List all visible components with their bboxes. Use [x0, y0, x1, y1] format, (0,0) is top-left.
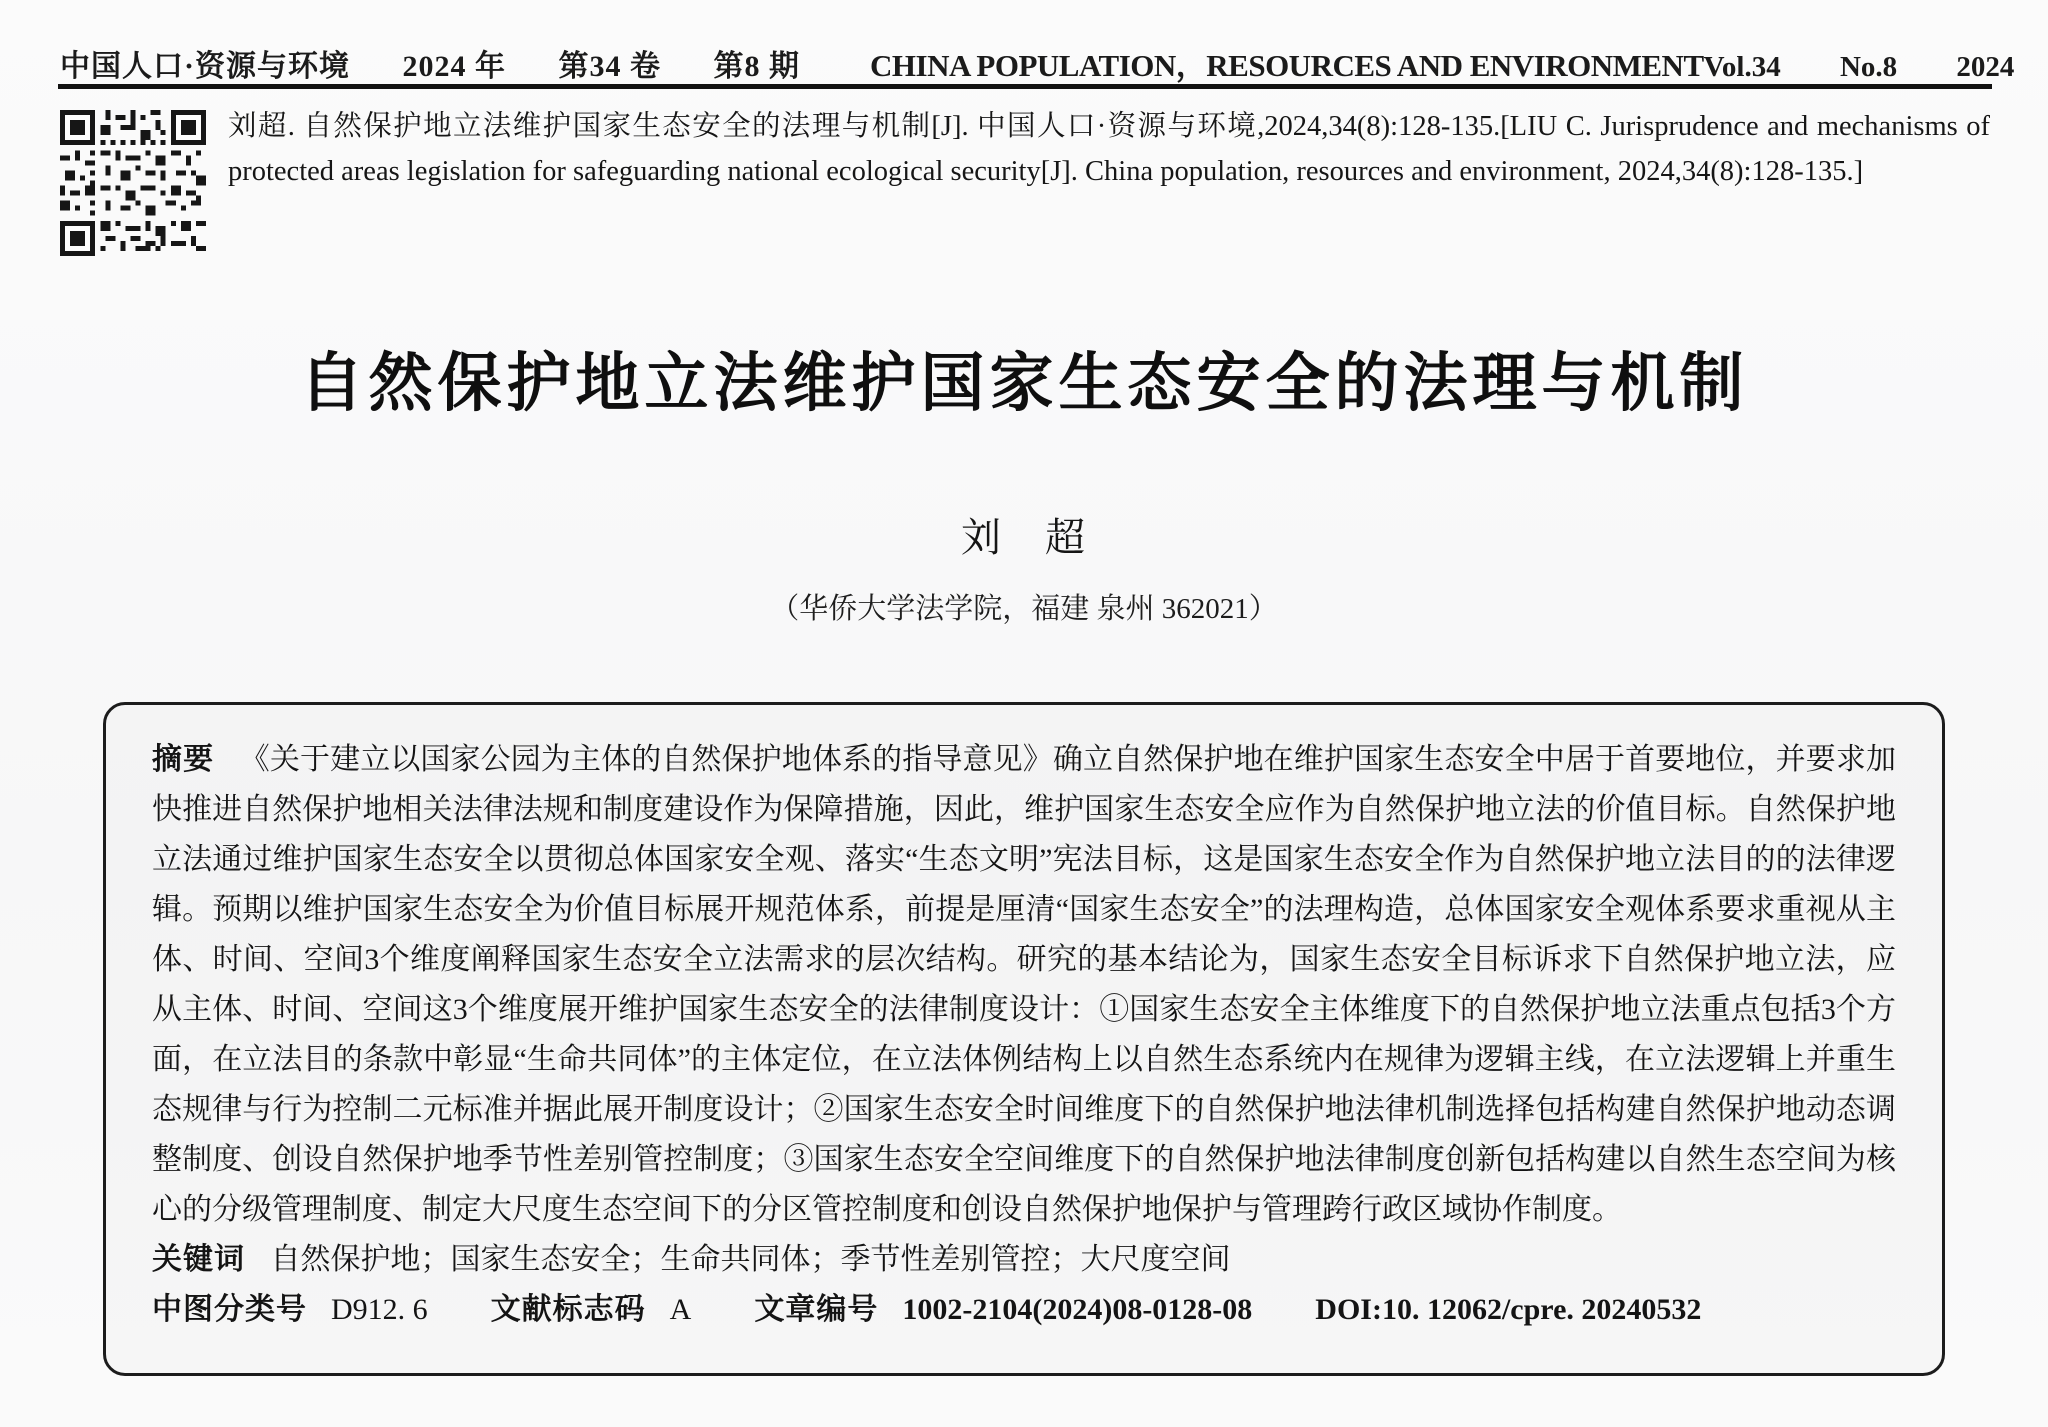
journal-volume-info-en [1704, 51, 2015, 84]
abstract-paragraph [152, 735, 1896, 1235]
article-id-value: 1002-2104(2024)08-0128-08 [902, 1293, 1253, 1326]
journal-vol-en: Vol.34 [1703, 51, 1781, 83]
journal-issue-cn: 第8 期 [713, 50, 801, 83]
article-id-label: 文章编号 [754, 1293, 879, 1326]
abstract-text: 《关于建立以国家公园为主体的自然保护地体系的指导意见》确立自然保护地在维护国家生态安全中居于首要地位，并要求加快推进自然保护地相关法律法规和制度建设作为保障措施，因此，维护国家生态安全应作为自然保护地立法的价值目标。自然保护地立法通过维护国家生态安全以贯彻总体国家安全观、落实“生态文明”宪法目标，这是国家生态安全作为自然保护地立法目的的法律逻辑。预期以维护国家生态安全为价值目标展开规范体系，前提是厘清“国家生态安全”的法理构造，总体国家安全观体系要求重视从主体、时间、空间3个维度阐释国家生态安全立法需求的层次结构。研究的基本结论为，国家生态安全目标诉求下自然保护地立法，应从主体、时间、空间这3个维度展开维护国家生态安全的法律制度设计：①国家生态安全主体维度下的自然保护地立法重点包括3个方面，在立法目的条款中彰显“生命共同体”的主体定位，在立法体例结构上以自然生态系统内在规律为逻辑主线，在立法逻辑上并重生态规律与行为控制二元标准并据此展开制度设计；②国家生态安全时间维度下的自然保护地法律机制选择包括构建自然保护地动态调整制度、创设自然保护地季节性差别管控制度；③国家生态安全空间维度下的自然保护地法律制度创新包括构建以自然生态空间为核心的分级管理制度、制定大尺度生态空间下的分区管控制度和创设自然保护地保护与管理跨行政区域协作制度。 [152, 743, 1897, 1226]
header-rule [58, 84, 1992, 89]
keywords-line [152, 1235, 1896, 1285]
abstract-box [103, 702, 1945, 1376]
journal-year-en: 2024 [1956, 51, 2015, 83]
meta-line [152, 1285, 1896, 1335]
journal-header-cn [60, 41, 800, 85]
citation-block [60, 104, 1990, 256]
journal-no-en: No.8 [1839, 51, 1898, 83]
journal-name-en: CHINA POPULATION，RESOURCES AND ENVIRONMENT [870, 48, 1704, 83]
clc-label: 中图分类号 [152, 1293, 307, 1326]
author-affiliation: （华侨大学法学院，福建 泉州 362021） [770, 593, 1278, 625]
doi-value: DOI:10. 12062/cpre. 20240532 [1315, 1293, 1702, 1326]
citation-text: 刘超. 自然保护地立法维护国家生态安全的法理与机制[J]. 中国人口·资源与环境,2024,34(8):128-135.[LIU C. Jurisprudence and mechanisms of protected areas legislation for safeguarding national ecological security[J]. China population, resources and environment, 2024,34(8):128-135.] [228, 111, 1990, 187]
article-title: 自然保护地立法维护国家生态安全的法理与机制 [299, 348, 1749, 419]
abstract-label: 摘要 [152, 743, 215, 776]
journal-name-cn: 中国人口·资源与环境 [60, 50, 351, 83]
journal-header [60, 40, 2015, 85]
author-name: 刘 超 [961, 515, 1087, 560]
clc-value: D912. 6 [331, 1293, 428, 1326]
keywords-text: 自然保护地；国家生态安全；生命共同体；季节性差别管控；大尺度空间 [270, 1243, 1231, 1276]
doc-code-value: A [669, 1293, 692, 1326]
journal-year-cn: 2024 年 [402, 50, 507, 83]
keywords-label: 关键词 [152, 1243, 245, 1276]
journal-volume-cn: 第34 卷 [558, 50, 662, 83]
doc-code-label: 文献标志码 [490, 1293, 646, 1326]
qr-code-icon [60, 110, 206, 256]
